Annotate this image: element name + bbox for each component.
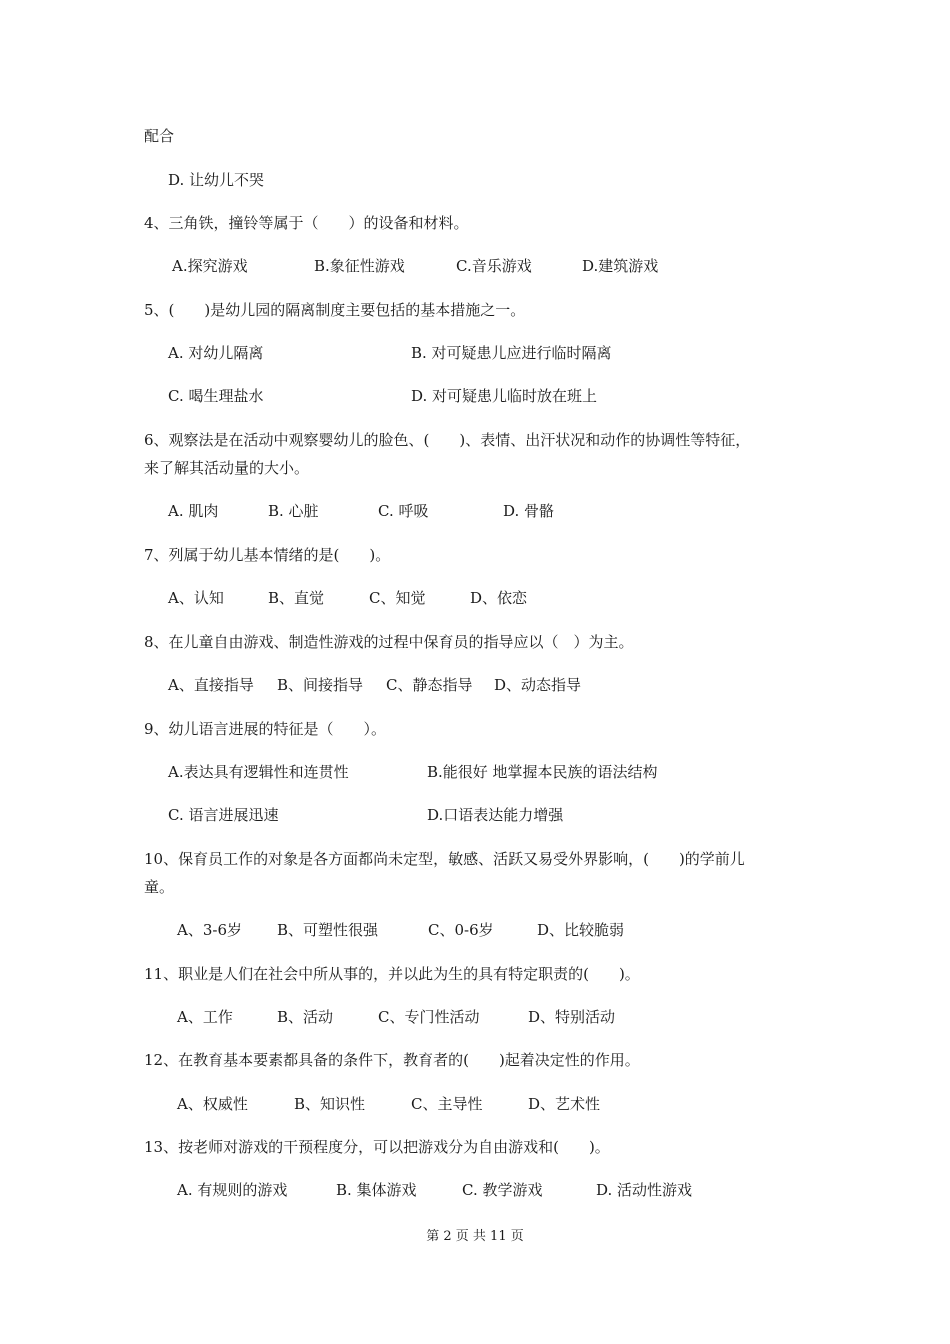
option-d: D、依恋	[470, 589, 528, 607]
option-c: C. 教学游戏	[462, 1181, 543, 1199]
question-text: 11、职业是人们在社会中所从事的，并以此为生的具有特定职责的( )。	[144, 965, 640, 983]
question-text: 5、( )是幼儿园的隔离制度主要包括的基本措施之一。	[144, 301, 526, 319]
question-text: 6、观察法是在活动中观察婴幼儿的脸色、( )、表情、出汗状况和动作的协调性等特征，	[144, 431, 751, 449]
option-c: C. 呼吸	[378, 502, 429, 520]
option-b: B、活动	[277, 1008, 334, 1026]
option-d: D. 对可疑患儿临时放在班上	[411, 387, 598, 405]
option-d: D. 活动性游戏	[596, 1181, 693, 1199]
option-d: D、动态指导	[494, 676, 582, 694]
option-d: D、艺术性	[528, 1095, 601, 1113]
option-b: B. 集体游戏	[336, 1181, 417, 1199]
option-c: C、主导性	[411, 1095, 483, 1113]
option-b: B、可塑性很强	[277, 921, 379, 939]
option-a: A、认知	[168, 589, 224, 607]
question-text: 9、幼儿语言进展的特征是（ ）。	[144, 720, 387, 738]
option-a: A、权威性	[177, 1095, 248, 1113]
question-text: 13、按老师对游戏的干预程度分，可以把游戏分为自由游戏和( )。	[144, 1138, 610, 1156]
option-b: B.象征性游戏	[314, 257, 405, 275]
option-c: C、知觉	[369, 589, 426, 607]
option-c: C.音乐游戏	[456, 257, 532, 275]
option-a: A.探究游戏	[172, 257, 248, 275]
option-c: C. 喝生理盐水	[168, 387, 264, 405]
question-text-cont: 来了解其活动量的大小。	[144, 459, 310, 477]
option-a: A. 肌肉	[168, 502, 219, 520]
question-text-cont: 童。	[144, 878, 175, 896]
option-a: A. 有规则的游戏	[177, 1181, 288, 1199]
option-d: D. 骨骼	[503, 502, 555, 520]
option-a: A、直接指导	[168, 676, 254, 694]
option-c: C、静态指导	[386, 676, 473, 694]
option-c: C、0-6岁	[428, 921, 494, 939]
option-d: D.建筑游戏	[582, 257, 659, 275]
option-d: D、特别活动	[528, 1008, 616, 1026]
question-text: 7、列属于幼儿基本情绪的是( )。	[144, 546, 391, 564]
option-a: A、工作	[177, 1008, 233, 1026]
option-b: B、间接指导	[277, 676, 364, 694]
option-b: B.能很好 地掌握本民族的语法结构	[427, 763, 658, 781]
question-text: 8、在儿童自由游戏、制造性游戏的过程中保育员的指导应以（ ）为主。	[144, 633, 634, 651]
option-c: C、专门性活动	[378, 1008, 480, 1026]
option-a: A. 对幼儿隔离	[168, 344, 264, 362]
question-text: 12、在教育基本要素都具备的条件下，教育者的( )起着决定性的作用。	[144, 1051, 640, 1069]
page-number: 第 2 页 共 11 页	[426, 1229, 524, 1244]
option-a: A.表达具有逻辑性和连贯性	[168, 763, 349, 781]
question-text: 4、三角铁，撞铃等属于（ ）的设备和材料。	[144, 214, 469, 232]
question-text: 10、保育员工作的对象是各方面都尚未定型，敏感、活跃又易受外界影响，( )的学前儿	[144, 850, 745, 868]
option-b: B. 对可疑患儿应进行临时隔离	[411, 344, 612, 362]
option-d: D、比较脆弱	[537, 921, 625, 939]
option-d: D.口语表达能力增强	[427, 806, 564, 824]
option-c: C. 语言进展迅速	[168, 806, 279, 824]
option-b: B、直觉	[268, 589, 325, 607]
option-d: D. 让幼儿不哭	[168, 171, 265, 189]
option-b: B、知识性	[294, 1095, 366, 1113]
option-a: A、3-6岁	[177, 921, 242, 939]
option-b: B. 心脏	[268, 502, 319, 520]
continued-text: 配合	[144, 127, 175, 145]
